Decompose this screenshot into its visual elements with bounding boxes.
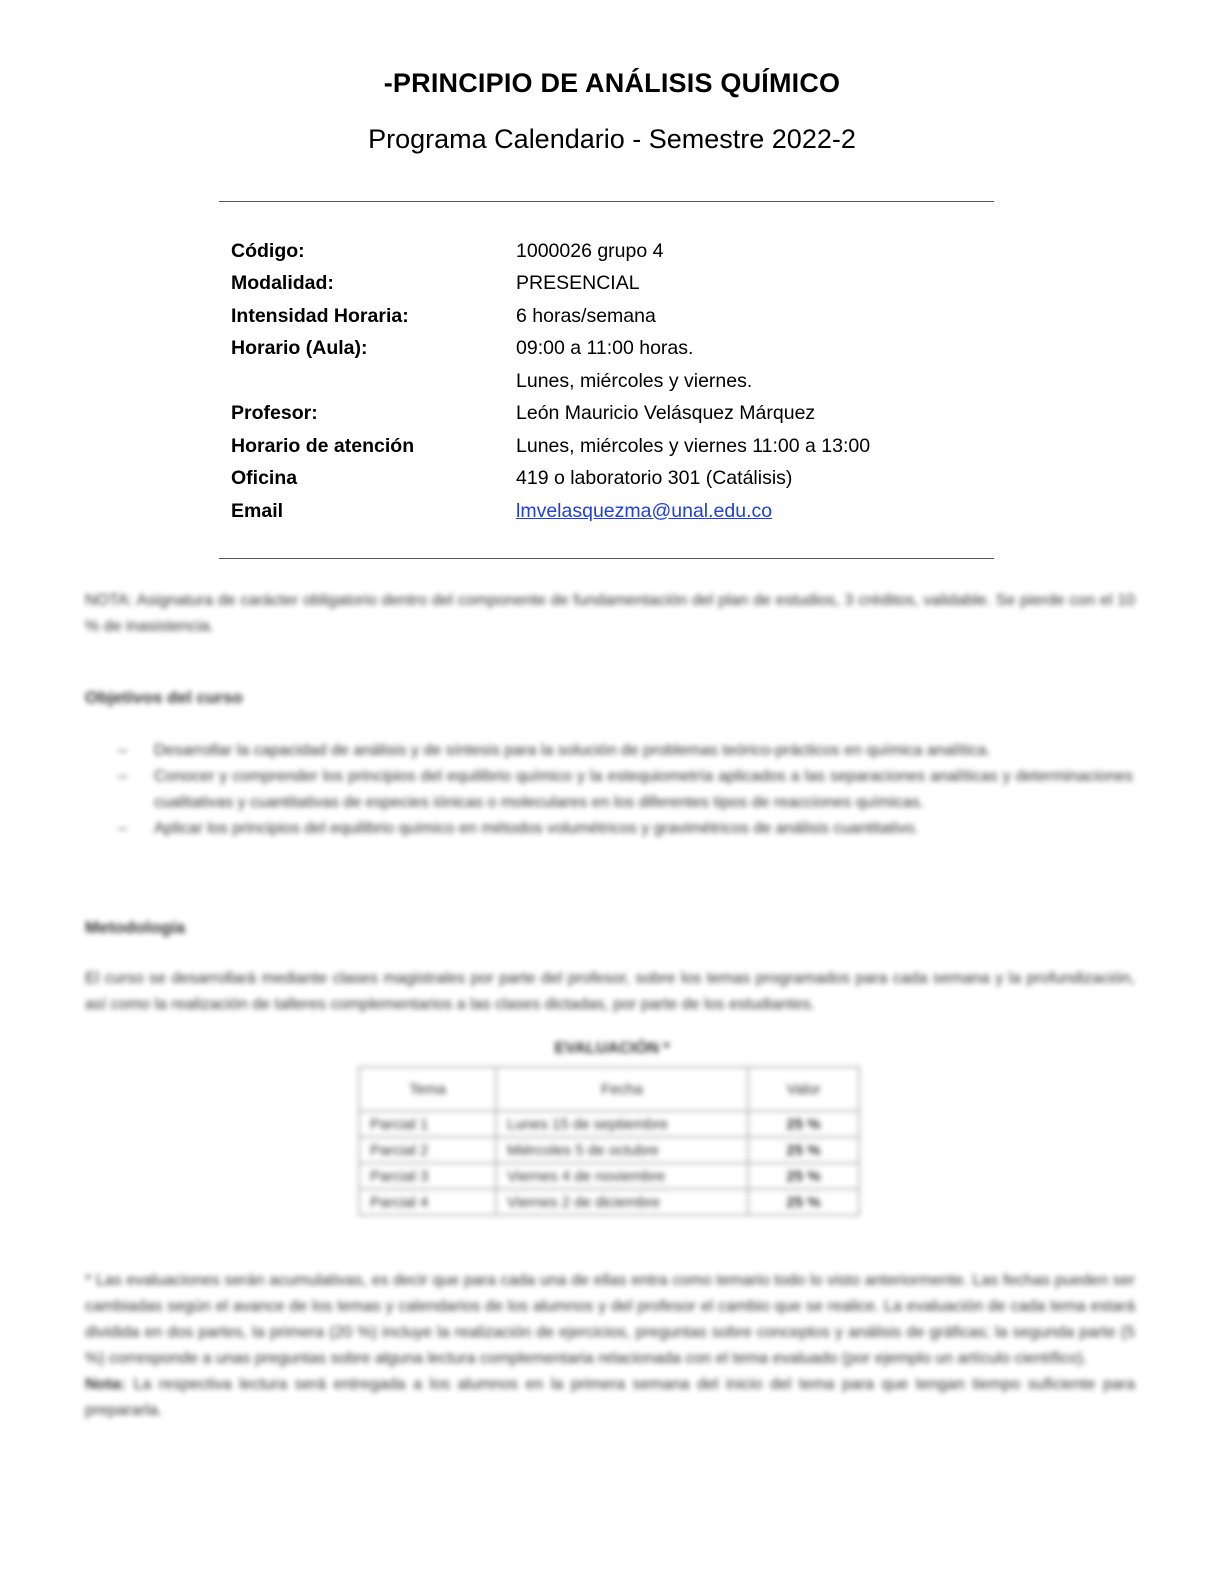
table-row bbox=[359, 1189, 859, 1215]
info-label: Oficina bbox=[231, 467, 298, 490]
objectives-heading: Objetivos del curso bbox=[85, 688, 243, 707]
info-value: Lunes, miércoles y viernes 11:00 a 13:00 bbox=[516, 434, 871, 457]
info-row-office-hours bbox=[231, 430, 971, 463]
table-cell: Parcial 4 bbox=[359, 1189, 496, 1215]
info-row-office bbox=[231, 463, 971, 496]
email-link[interactable]: lmvelasquezma@unal.edu.co bbox=[516, 499, 773, 522]
bottom-divider bbox=[219, 558, 994, 559]
footnote-text: * Las evaluaciones serán acumulativas, es decir que para cada una de ellas entra como temario todo lo visto anteriormente. Las fechas pueden ser cambiadas según el avance de los temas y calendarios de los alumnos y del profesor el cambio que se realice. La evaluación de cada tema estará dividida en dos partes, la primera (20 %) incluye la realización de ejercicios, preguntas sobre conceptos y análisis de gráficas; la segunda parte (5 %) corresponde a unas preguntas sobre alguna lectura complementaria relacionada con el tema evaluado (por ejemplo un artículo científico). bbox=[85, 1272, 1135, 1367]
footnote-note-text: La respectiva lectura será entregada a los alumnos en la primera semana del inicio del tema para que tengan tiempo suficiente para prepararla. bbox=[85, 1376, 1135, 1419]
course-title: -PRINCIPIO DE ANÁLISIS QUÍMICO bbox=[383, 68, 841, 98]
info-value-container bbox=[516, 500, 971, 523]
course-info-block bbox=[231, 235, 971, 528]
info-label: Modalidad: bbox=[231, 272, 334, 295]
table-cell: Parcial 2 bbox=[359, 1137, 496, 1163]
info-value: Lunes, miércoles y viernes. bbox=[516, 369, 753, 392]
methodology-heading: Metodología bbox=[85, 918, 186, 937]
table-cell: 25 % bbox=[748, 1111, 859, 1137]
footnote-note-label: Nota: bbox=[85, 1376, 126, 1393]
dash-bullet: – bbox=[118, 768, 127, 785]
info-row-modality bbox=[231, 268, 971, 301]
table-cell: Miércoles 5 de octubre bbox=[496, 1137, 748, 1163]
table-cell: 25 % bbox=[748, 1163, 859, 1189]
table-cell: 25 % bbox=[748, 1189, 859, 1215]
info-label: Intensidad Horaria: bbox=[231, 304, 409, 327]
objectives-list bbox=[118, 738, 1133, 842]
info-row-code bbox=[231, 235, 971, 268]
info-value: 6 horas/semana bbox=[516, 304, 656, 327]
course-subtitle: Programa Calendario - Semestre 2022-2 bbox=[368, 124, 856, 154]
table-cell: Lunes 15 de septiembre bbox=[496, 1111, 748, 1137]
info-value: 419 o laboratorio 301 (Catálisis) bbox=[516, 467, 793, 490]
column-header: Tema bbox=[359, 1067, 496, 1111]
table-cell: 25 % bbox=[748, 1137, 859, 1163]
column-header: Fecha bbox=[496, 1067, 748, 1111]
info-label: Horario (Aula): bbox=[231, 337, 368, 360]
evaluation-table bbox=[358, 1066, 860, 1216]
table-cell: Parcial 3 bbox=[359, 1163, 496, 1189]
info-value: 1000026 grupo 4 bbox=[516, 239, 664, 262]
evaluation-caption: EVALUACIÓN * bbox=[554, 1040, 670, 1057]
table-cell: Viernes 4 de noviembre bbox=[496, 1163, 748, 1189]
objective-text: Desarrollar la capacidad de análisis y de síntesis para la solución de problemas teórico-prácticos en química analítica. bbox=[154, 742, 991, 759]
info-value: León Mauricio Velásquez Márquez bbox=[516, 402, 816, 425]
info-row-hours bbox=[231, 300, 971, 333]
info-value: 09:00 a 11:00 horas. bbox=[516, 337, 694, 360]
list-item bbox=[118, 816, 1133, 842]
objective-text: Conocer y comprender los principios del equilibrio químico y la estequiometría aplicados a las separaciones analíticas y determinaciones cualitativas y cuantitativas de especies iónicas o moleculares en los diferentes tipos de reacciones químicas. bbox=[154, 768, 1133, 811]
table-row bbox=[359, 1137, 859, 1163]
list-item bbox=[118, 738, 1133, 764]
table-cell: Parcial 1 bbox=[359, 1111, 496, 1137]
info-label: Código: bbox=[231, 239, 305, 262]
methodology-text: El curso se desarrollará mediante clases magistrales por parte del profesor, sobre los temas programados para cada semana y la profundización, así como la realización de talleres complementarios a las clases dictadas, por parte de los estudiantes. bbox=[85, 970, 1135, 1013]
info-row-schedule-days bbox=[231, 365, 971, 398]
table-row bbox=[359, 1111, 859, 1137]
info-row-schedule bbox=[231, 333, 971, 366]
info-row-professor bbox=[231, 398, 971, 431]
top-divider bbox=[219, 201, 994, 202]
list-item bbox=[118, 764, 1133, 816]
column-header: Valor bbox=[748, 1067, 859, 1111]
info-row-email bbox=[231, 495, 971, 528]
objective-text: Aplicar los principios del equilibrio químico en métodos volumétricos y gravimétricos de análisis cuantitativo. bbox=[154, 820, 919, 837]
info-label: Email bbox=[231, 499, 284, 522]
table-row bbox=[359, 1163, 859, 1189]
table-header-row bbox=[359, 1067, 859, 1111]
info-label: Profesor: bbox=[231, 402, 318, 425]
evaluation-footnote bbox=[85, 1268, 1135, 1424]
dash-bullet: – bbox=[118, 742, 127, 759]
info-label: Horario de atención bbox=[231, 434, 415, 457]
course-note: NOTA: Asignatura de carácter obligatorio dentro del componente de fundamentación del plan de estudios, 3 créditos, validable. Se pierde con el 10 % de inasistencia. bbox=[85, 592, 1135, 635]
info-value: PRESENCIAL bbox=[516, 272, 640, 295]
table-cell: Viernes 2 de diciembre bbox=[496, 1189, 748, 1215]
dash-bullet: – bbox=[118, 820, 127, 837]
